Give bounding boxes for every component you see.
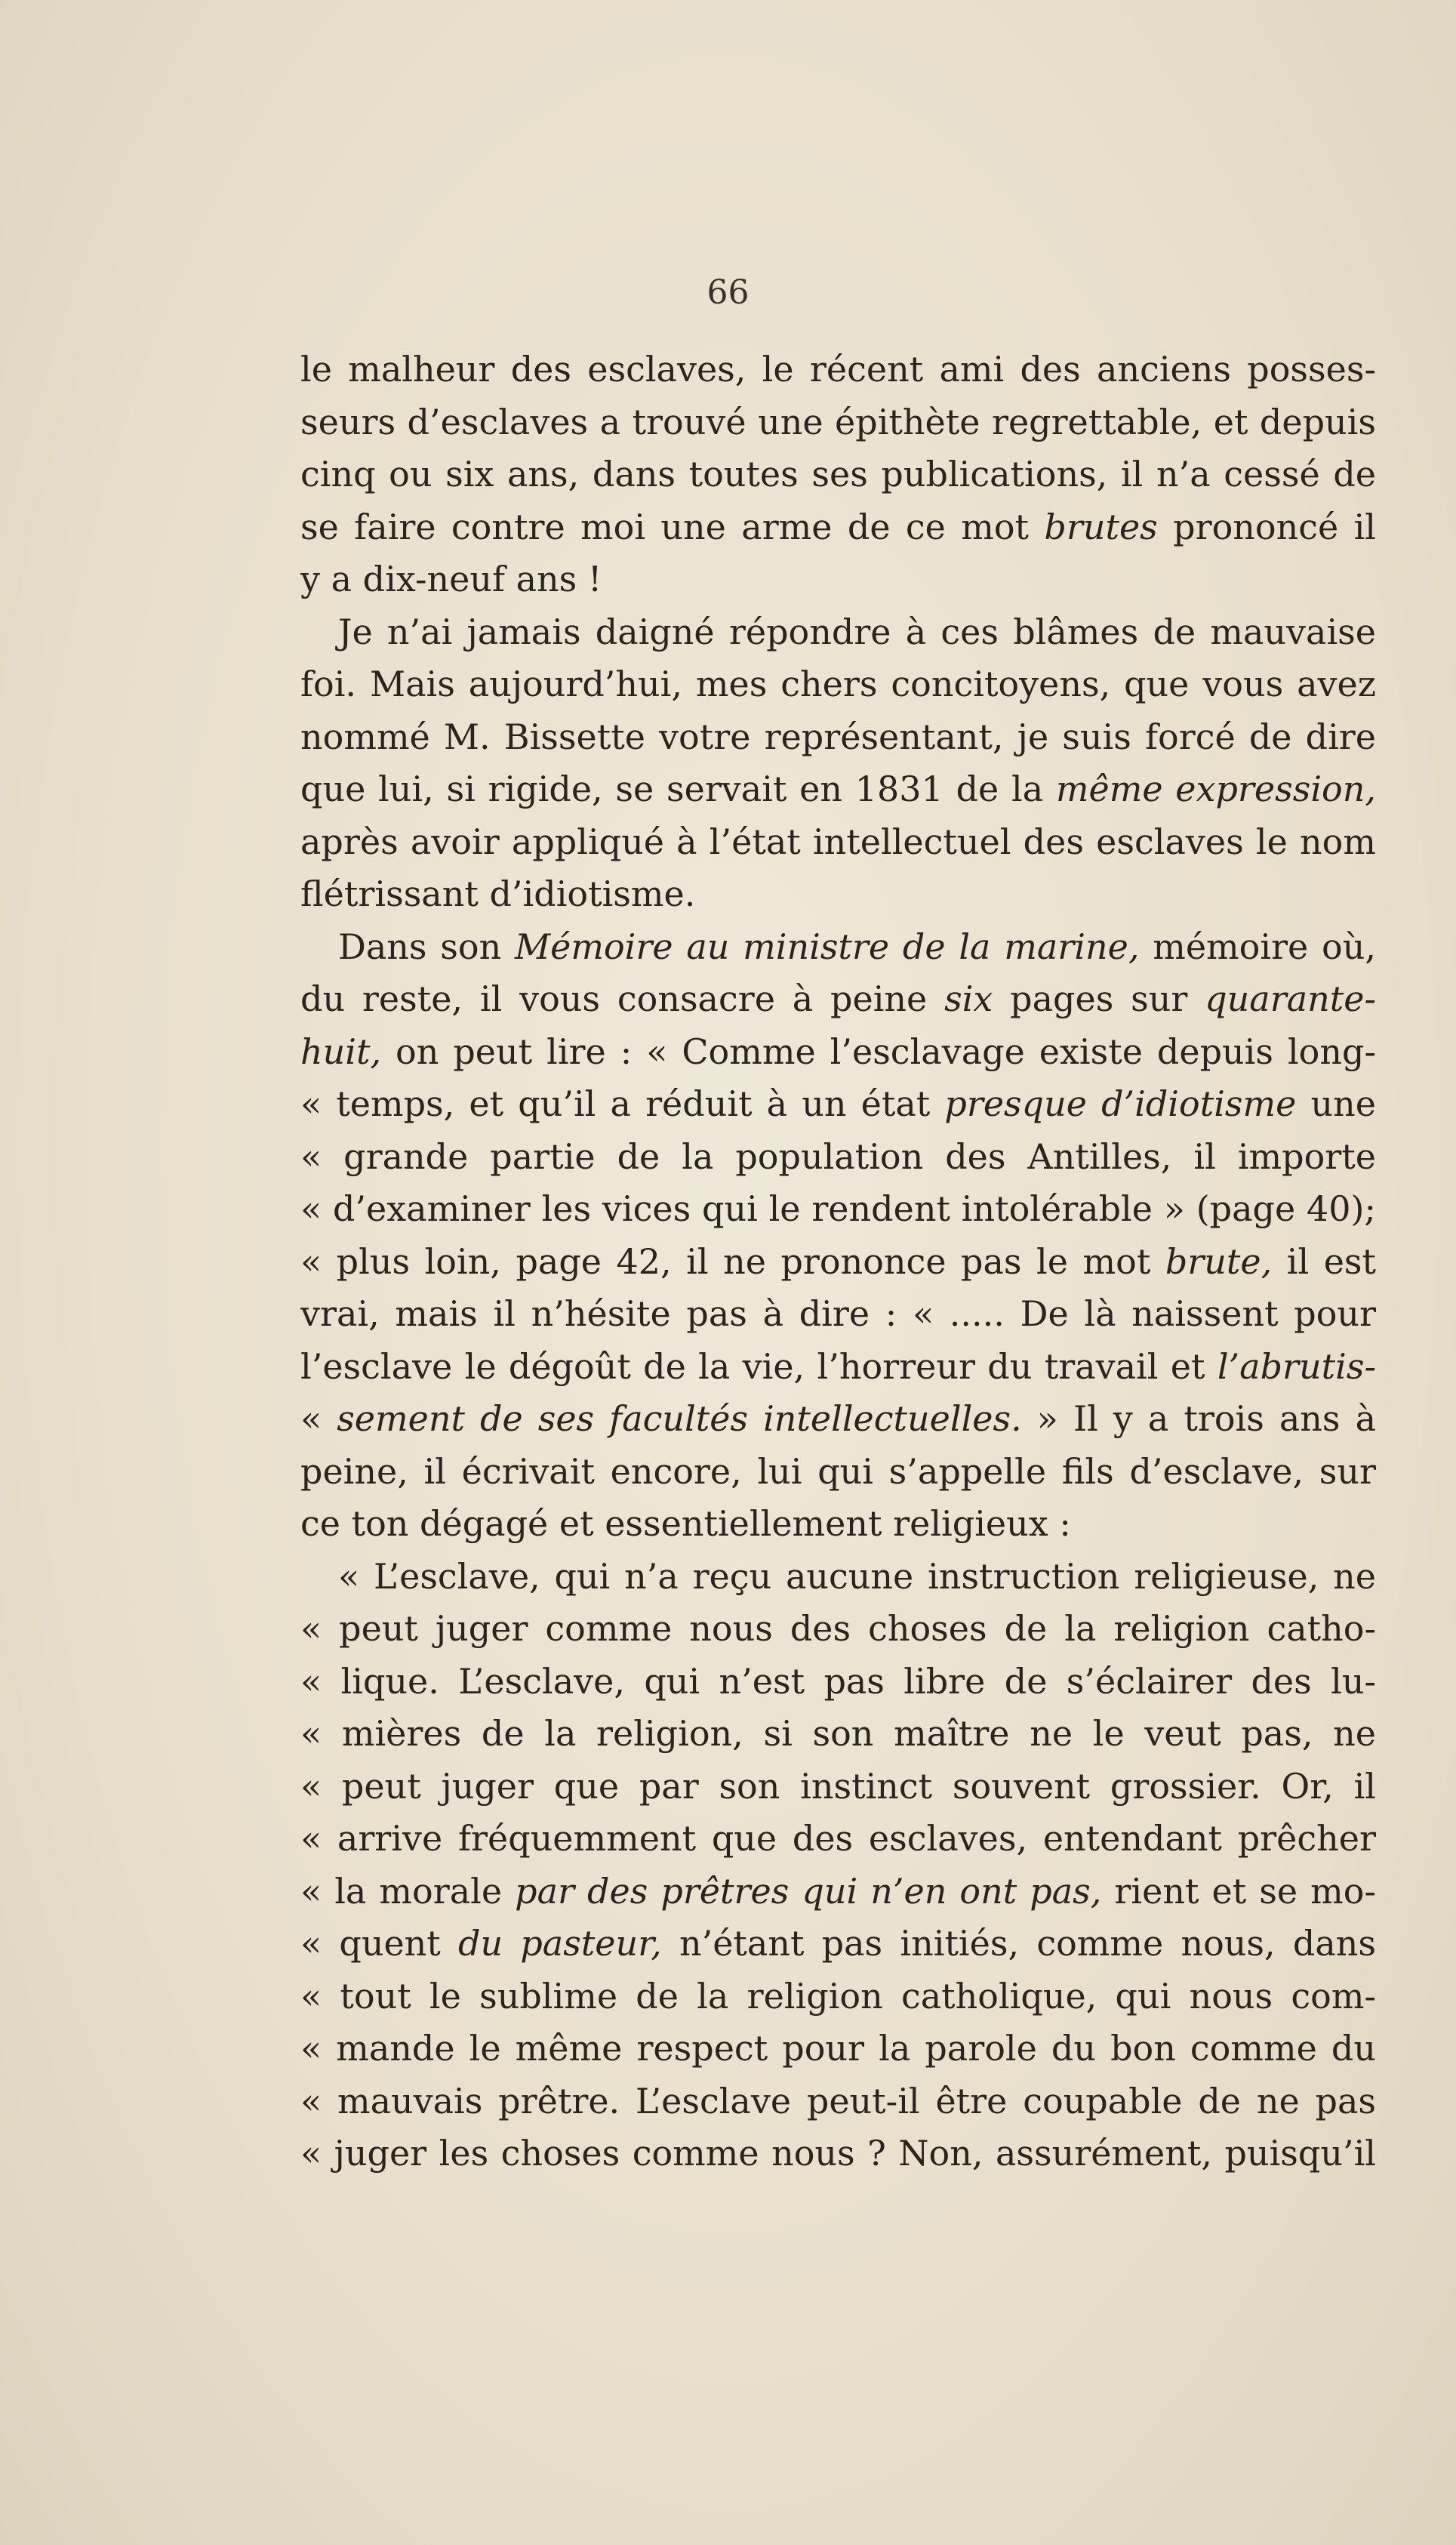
italic-text: du pasteur, — [458, 1923, 662, 1964]
text-run: « la morale — [300, 1870, 516, 1912]
text-line — [300, 1446, 1376, 1499]
italic-text: Mémoire au ministre de la marine, — [515, 926, 1140, 967]
text-line — [300, 396, 1376, 449]
text-line — [300, 2023, 1376, 2075]
text-run: flétrissant d’idiotisme. — [300, 873, 696, 914]
text-line — [300, 921, 1376, 974]
text-run: foi. Mais aujourd’hui, mes chers concitoyens, que vous avez — [300, 664, 1376, 704]
text-run: cinq ou six ans, dans toutes ses publications, il n’a cessé de — [300, 454, 1376, 495]
text-run: seurs d’esclaves a trouvé une épithète regrettable, et depuis — [300, 401, 1376, 442]
text-run: vrai, mais il n’hésite pas à dire : « ..... De là naissent pour — [300, 1293, 1376, 1334]
text-line — [300, 448, 1376, 501]
italic-text: par des prêtres qui n’en ont pas, — [515, 1870, 1102, 1912]
text-line — [300, 1866, 1376, 1918]
text-line — [300, 763, 1376, 816]
text-run: le malheur des esclaves, le récent ami des anciens posses- — [300, 349, 1376, 390]
text-line — [300, 658, 1376, 711]
text-run: « quent — [300, 1923, 459, 1964]
text-run: « plus loin, page 42, il ne prononce pas le mot — [300, 1240, 1165, 1282]
text-line — [300, 606, 1376, 659]
text-run: y a dix-neuf ans ! — [300, 559, 602, 599]
text-run: « mande le même respect pour la parole du bon comme du — [300, 2028, 1376, 2069]
text-run: « peut juger que par son instinct souvent grossier. Or, il — [300, 1765, 1376, 1807]
text-run: « temps, et qu’il a réduit à un état — [300, 1083, 945, 1124]
text-line — [300, 868, 1376, 921]
text-line — [300, 1183, 1376, 1236]
italic-text: six — [944, 978, 993, 1019]
text-run: « grande partie de la population des Antilles, il importe — [300, 1135, 1376, 1177]
text-run: « mauvais prêtre. L’esclave peut-il être coupable de ne pas — [300, 2080, 1376, 2121]
text-line — [300, 1761, 1376, 1813]
italic-text: brutes — [1044, 506, 1158, 547]
italic-text: huit, — [300, 1031, 382, 1072]
text-run: « L’esclave, qui n’a reçu aucune instruction religieuse, ne — [338, 1555, 1376, 1597]
text-line — [300, 1341, 1376, 1394]
text-run: du reste, il vous consacre à peine — [300, 978, 945, 1019]
text-run: prononcé il — [1157, 506, 1376, 547]
italic-text: l’abrutis- — [1217, 1345, 1376, 1387]
italic-text: sement de ses facultés intellectuelles. — [337, 1398, 1022, 1439]
text-run: « juger les choses comme nous ? Non, assurément, puisqu’il — [300, 2133, 1376, 2174]
text-run: « mières de la religion, si son maître ne le veut pas, ne — [300, 1713, 1376, 1754]
text-line — [300, 1236, 1376, 1289]
text-run: « arrive fréquemment que des esclaves, entendant prêcher — [300, 1818, 1376, 1859]
text-run: mémoire où, — [1139, 926, 1376, 967]
text-line — [300, 816, 1376, 869]
italic-text: presque d’idiotisme — [944, 1083, 1297, 1124]
text-run: Dans son — [338, 926, 515, 967]
text-run: on peut lire : « Comme l’esclavage existe depuis long- — [381, 1031, 1376, 1072]
text-line — [300, 1813, 1376, 1866]
text-line — [300, 1708, 1376, 1761]
text-run: » Il y a trois ans à — [1021, 1398, 1376, 1439]
text-line — [300, 1393, 1376, 1446]
text-run: rient et se mo- — [1101, 1870, 1376, 1912]
text-run: peine, il écrivait encore, lui qui s’appelle fils d’esclave, sur — [300, 1450, 1376, 1492]
text-line — [300, 1288, 1376, 1341]
text-run: « d’examiner les vices qui le rendent intolérable » (page 40); — [300, 1188, 1376, 1229]
text-run: « peut juger comme nous des choses de la religion catho- — [300, 1608, 1376, 1649]
text-run: une — [1296, 1083, 1376, 1124]
text-run: « lique. L’esclave, qui n’est pas libre de s’éclairer des lu- — [300, 1660, 1376, 1702]
italic-text: quarante- — [1205, 978, 1376, 1019]
text-line — [300, 1131, 1376, 1184]
text-run: l’esclave le dégoût de la vie, l’horreur du travail et — [300, 1345, 1217, 1387]
text-line — [300, 1026, 1376, 1079]
text-line — [300, 711, 1376, 764]
text-line — [300, 1078, 1376, 1131]
text-run: n’étant pas initiés, comme nous, dans — [661, 1923, 1376, 1964]
text-run: « tout le sublime de la religion catholique, qui nous com- — [300, 1975, 1376, 2017]
text-line — [300, 973, 1376, 1026]
text-run: nommé M. Bissette votre représentant, je suis forcé de dire — [300, 716, 1376, 757]
italic-text: même expression, — [1055, 769, 1376, 809]
text-line — [300, 501, 1376, 554]
text-run: ce ton dégagé et essentiellement religieux : — [300, 1503, 1071, 1544]
text-line — [300, 1551, 1376, 1604]
text-line — [300, 1970, 1376, 2023]
text-line — [300, 553, 1376, 606]
text-run: pages sur — [993, 978, 1205, 1019]
text-run: « — [300, 1398, 337, 1439]
text-run: Je n’ai jamais daigné répondre à ces blâmes de mauvaise — [338, 611, 1376, 652]
text-run: après avoir appliqué à l’état intellectuel des esclaves le nom — [300, 821, 1376, 862]
text-run: que lui, si rigide, se servait en 1831 de la — [300, 769, 1056, 809]
body-text — [300, 344, 1376, 2180]
page-number: 66 — [706, 273, 750, 312]
italic-text: brute, — [1165, 1240, 1273, 1282]
text-line — [300, 1656, 1376, 1708]
text-line — [300, 1918, 1376, 1970]
text-run: il est — [1272, 1240, 1376, 1282]
text-line — [300, 344, 1376, 396]
text-line — [300, 1498, 1376, 1551]
text-run: se faire contre moi une arme de ce mot — [300, 506, 1045, 547]
text-line — [300, 2075, 1376, 2128]
text-line — [300, 1603, 1376, 1656]
text-line — [300, 2128, 1376, 2180]
